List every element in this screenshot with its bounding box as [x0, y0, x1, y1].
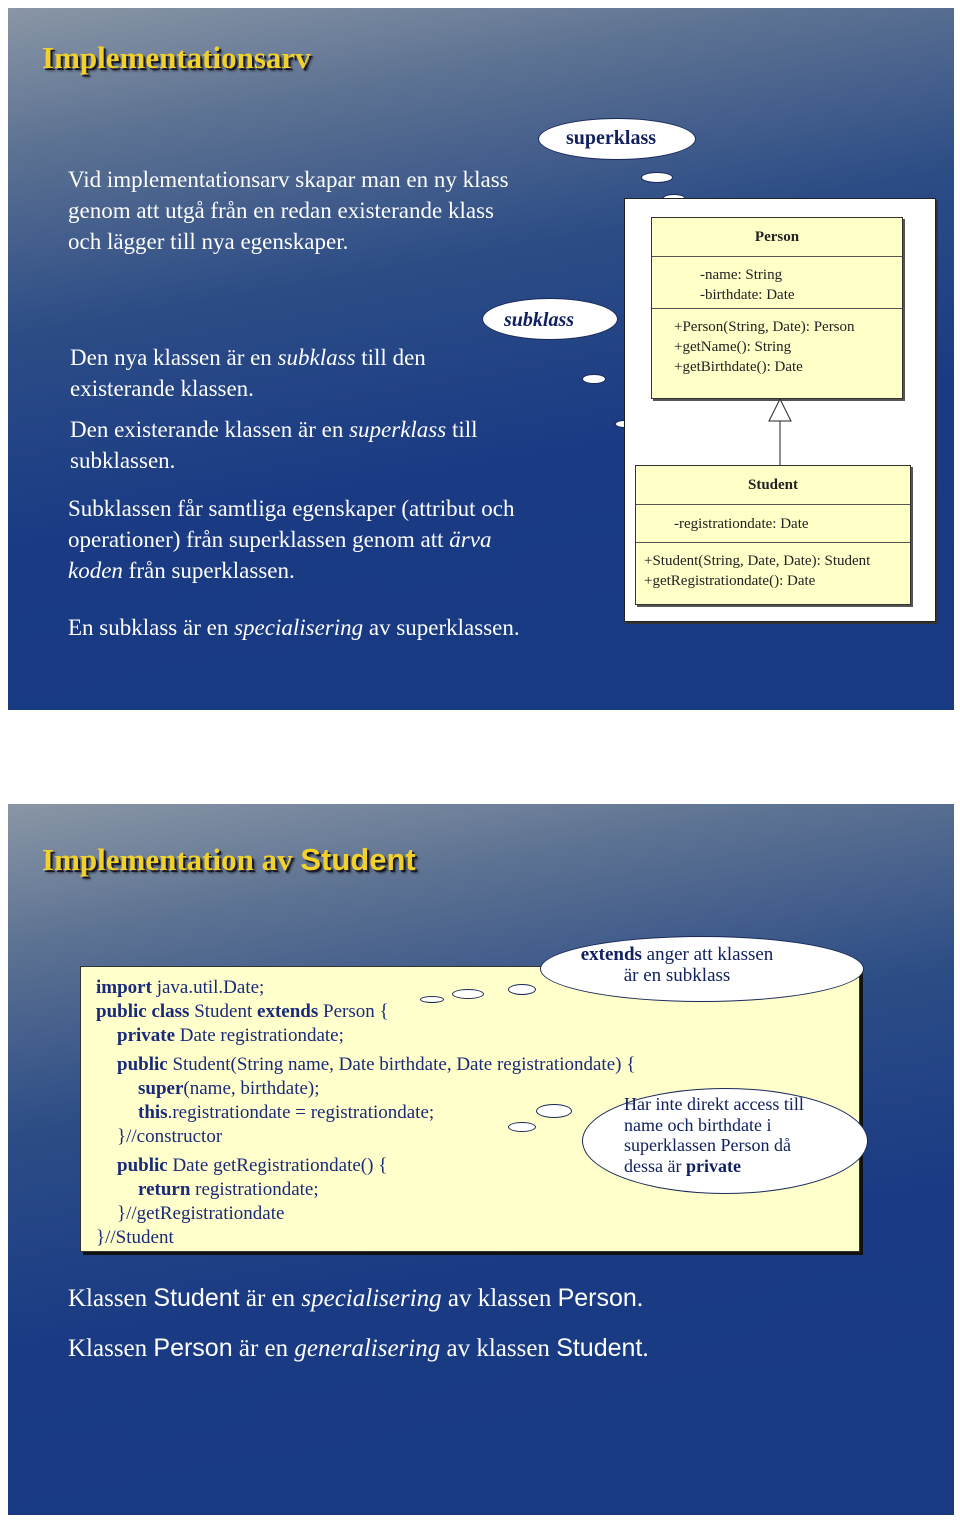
intro-line-2: genom att utgå från en redan existerande klass [68, 198, 494, 223]
code-line: import java.util.Date; [96, 977, 265, 998]
callout-tail-dot [508, 984, 536, 995]
intro-line-1: Vid implementationsarv skapar man en ny klass [68, 167, 509, 192]
code-line: }//constructor [117, 1126, 223, 1147]
uml-operations [652, 308, 902, 377]
callout-tail-dot [420, 996, 444, 1003]
uml-attribute: -name: String [700, 267, 783, 283]
uml-operation: +Person(String, Date): Person [674, 319, 855, 335]
uml-class-name: Student [747, 477, 799, 493]
intro-line-3: och lägger till nya egenskaper. [68, 229, 349, 254]
slide-implementation-av-student [8, 804, 954, 1515]
uml-operation: +Student(String, Date, Date): Student [644, 553, 871, 569]
callout-extends-text: extends anger att klassen är en subklass [580, 944, 774, 986]
uml-attribute: -birthdate: Date [700, 287, 795, 303]
slide-title: Implementation av Student [42, 842, 416, 877]
code-line: super(name, birthdate); [138, 1078, 320, 1099]
code-line: return registrationdate; [138, 1179, 319, 1200]
callout-tail-dot [641, 172, 673, 183]
uml-attribute: -registrationdate: Date [674, 516, 809, 532]
paragraph-inheritance: Subklassen får samtliga egenskaper (attribut och operationer) från superklassen genom att ärva koden från superklassen. [68, 496, 515, 583]
paragraph-specialisering: En subklass är en specialisering av superklassen. [68, 615, 520, 640]
callout-tail-dot [582, 374, 606, 384]
uml-operation: +getName(): String [674, 339, 792, 355]
slide-title: Implementationsarv [42, 40, 311, 75]
uml-class-name: Person [754, 229, 800, 245]
code-line: }//Student [96, 1227, 174, 1248]
uml-diagram-frame [624, 198, 936, 622]
callout-tail-dot [452, 989, 484, 999]
callout-subklass-text: subklass [504, 309, 575, 331]
uml-operation: +getRegistrationdate(): Date [644, 573, 816, 589]
callout-tail-dot [508, 1122, 536, 1132]
bullet-subklass: Den nya klassen är en subklass till den existerande klassen. [70, 345, 426, 401]
callout-access-text: Har inte direkt access till name och birthdate i superklassen Person då dessa är private [624, 1094, 804, 1176]
code-line: this.registrationdate = registrationdate; [138, 1102, 435, 1123]
code-line: }//getRegistrationdate [117, 1203, 285, 1224]
uml-operation: +getBirthdate(): Date [674, 359, 803, 375]
uml-class-student [635, 465, 911, 605]
slide-implementationsarv [8, 8, 954, 710]
callout-tail-dot [536, 1104, 572, 1118]
summary-specialisering: Klassen Student är en specialisering av klassen Person. [68, 1284, 644, 1312]
uml-generalization-arrow [765, 397, 795, 467]
code-line: public Student(String name, Date birthdate, Date registrationdate) { [117, 1054, 636, 1075]
uml-operations [636, 542, 910, 591]
code-line: private Date registrationdate; [117, 1025, 344, 1046]
uml-attributes [652, 256, 902, 308]
uml-attributes [636, 504, 910, 542]
summary-generalisering: Klassen Person är en generalisering av klassen Student. [68, 1334, 649, 1362]
bullet-superklass: Den existerande klassen är en superklass till subklassen. [70, 417, 478, 473]
uml-class-person [651, 217, 903, 399]
code-line: public class Student extends Person { [96, 1001, 389, 1022]
code-line: public Date getRegistrationdate() { [117, 1155, 388, 1176]
callout-superklass-text: superklass [566, 127, 657, 149]
